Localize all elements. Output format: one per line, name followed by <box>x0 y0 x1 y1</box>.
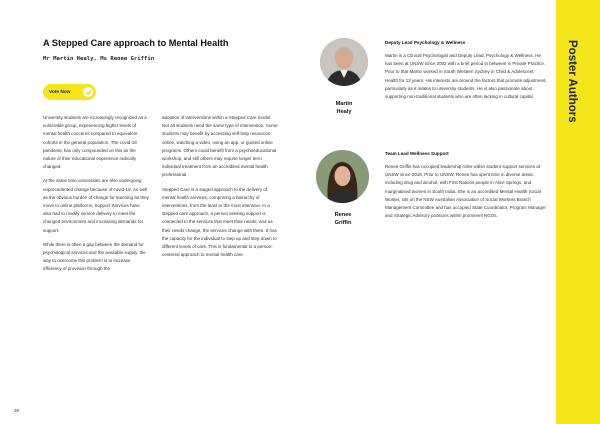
body-column-2 <box>162 114 278 265</box>
author-first-name: Martin <box>335 101 353 107</box>
poster-authors-band <box>556 0 600 424</box>
vote-now-label: Vote Now <box>49 89 71 95</box>
poster-authors-line: Mr Martin Healy, Ms Renee Griffin <box>43 56 155 62</box>
page-number-left: 39 <box>14 408 20 413</box>
body-paragraph: University students are increasingly recognized as a vulnerable group, experiencing higher levels of mental health concerns compared to equivalent cohorts in the general population. The covid-19 pandemic has only compounded on this as the nature of their educational experience radically changed. <box>43 115 147 170</box>
body-paragraph: While there is often a gap between the demand for psychological services and the available supply, the way to overcome this problem is to increase efficiency of provision through the <box>43 241 146 272</box>
body-paragraph: At the same time universities are also undergoing unprecedented change because of covid-19. As well as the obvious burden of change for teaching as they move to online platforms, Support Services have also had to modify service delivery to meet the changed environment and increasing demands for support. <box>43 178 149 233</box>
author-role-renee: Team Lead Wellness Support <box>385 151 449 156</box>
checkmark-icon <box>83 87 93 97</box>
band-title: Poster Authors <box>566 40 578 123</box>
author-bio-martin: Martin is a Clinical Psychologist and Deputy Lead, Psychology & Wellness. He has been at UNSW since 2002 with a brief period in between in Private Practice. Prior to that Martin worked in South Western Sydney in Child & Adolescent Health for 13 years. His interests are around the factors that promote adjustment, particularly as it relates to university students. He is also passionate about supporting non-traditional students who are often lacking in cultural capital. <box>385 53 547 100</box>
body-column-1 <box>43 114 149 280</box>
author-first-name: Renee <box>334 212 352 218</box>
author-bio-renee: Renee Griffin has occupied leadership roles within student support services at UNSW since 2018. Prior to UNSW, Renee has spent time in diverse areas, including drug and alcohol, with First Nations people in Alice Springs, and marginalised women in South India. She is an accredited Mental Health Social Worker, sits on the NSW Australian Association of Social Workers Branch Management Committee and has occupied State Coordinator, Program Manager and Strategic Advisory positions within prominent NGOs. <box>385 164 546 219</box>
author-last-name: Healy <box>336 109 352 115</box>
author-last-name: Griffin <box>334 220 352 226</box>
author-name-martin <box>324 100 364 116</box>
author-photo-martin <box>320 38 368 86</box>
body-paragraph: adoption of interventions within a Stepped Care model. Not all students need the same type of intervention. Some students may benefit by accessing self-help resources online, watching a video, using an app, or guided online programs. Others could benefit from a psychoeducational workshop, and still others may require longer term individual treatment from an accredited mental health professional. <box>162 115 278 178</box>
author-role-martin: Deputy Lead Psychology & Wellness <box>385 40 466 45</box>
vote-now-button[interactable] <box>43 84 96 100</box>
author-name-renee <box>323 211 363 227</box>
body-paragraph: Stepped Care is a staged approach to the delivery of mental health services, comprising a hierarchy of interventions, from the least to the most intensive. In a stepped care approach, a person seeking support is connected to the services that meet their needs, and as their needs change, the services change with them. It has the capacity for the individual to step up and step down to different levels of care. This is fundamental to a person-centered approach to mental health care. <box>162 186 277 258</box>
poster-title: A Stepped Care approach to Mental Health <box>43 38 229 48</box>
author-photo-renee <box>316 150 369 203</box>
